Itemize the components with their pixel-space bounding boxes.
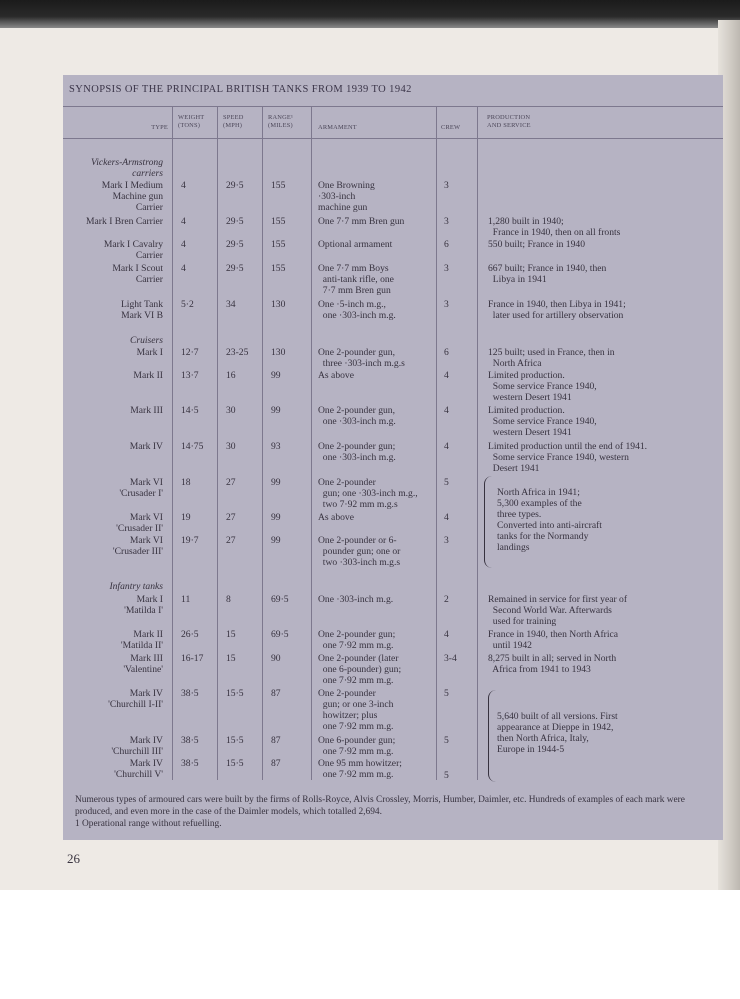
cell-crew: 3 (444, 535, 449, 546)
cell-crew: 6 (444, 239, 449, 250)
cell-range: 69·5 (271, 594, 289, 605)
cell-speed: 16 (226, 370, 236, 381)
column-rule (436, 106, 437, 780)
cell-armament: As above (318, 370, 354, 381)
column-rule (172, 106, 173, 780)
cell-speed: 15·5 (226, 688, 244, 699)
cell-type: Mark I Cavalry Carrier (103, 239, 163, 261)
cell-speed: 15 (226, 629, 236, 640)
cell-armament: Optional armament (318, 239, 393, 250)
cell-production: Remained in service for first year of Second World War. Afterwards used for training (488, 594, 628, 627)
cell-weight: 14·5 (181, 405, 199, 416)
cell-crew: 4 (444, 441, 449, 452)
cell-crew: 5 (444, 735, 449, 746)
cell-armament: One 2-pounder gun, one ·303-inch m.g. (318, 405, 396, 427)
cell-armament: One 2-pounder gun; one ·303-inch m.g., two 7·92 mm m.g.s (318, 477, 418, 510)
cell-production: France in 1940, then Libya in 1941; later used for artillery observation (488, 299, 626, 321)
section-carriers: Vickers-Armstrong carriers (91, 157, 163, 179)
cell-range: 69·5 (271, 629, 289, 640)
section-cruisers: Cruisers (129, 335, 163, 346)
cell-weight: 5·2 (181, 299, 194, 310)
cell-production: 8,275 built in all; served in North Africa from 1941 to 1943 (488, 653, 617, 675)
cell-weight: 26·5 (181, 629, 199, 640)
cell-range: 130 (271, 299, 286, 310)
cell-range: 155 (271, 180, 286, 191)
cell-type: Mark I 'Matilda I' (124, 594, 163, 616)
cell-weight: 38·5 (181, 688, 199, 699)
cell-armament: One 2-pounder (later one 6-pounder) gun; one 7·92 mm m.g. (318, 653, 402, 686)
cell-type: Mark II (133, 370, 163, 381)
cell-speed: 34 (226, 299, 236, 310)
cell-weight: 16-17 (181, 653, 204, 664)
section-infantry-tanks: Infantry tanks (109, 581, 163, 592)
cell-crew: 5 (444, 477, 449, 488)
header-bottom-rule (63, 138, 723, 139)
cell-speed: 15·5 (226, 758, 244, 769)
cell-type: Mark VI 'Crusader I' (119, 477, 163, 499)
cell-range: 99 (271, 370, 281, 381)
cell-speed: 29·5 (226, 239, 244, 250)
cell-production: 667 built; France in 1940, then Libya in 1941 (488, 263, 607, 285)
cell-armament: One 2-pounder gun; one ·303-inch m.g. (318, 441, 396, 463)
cell-speed: 30 (226, 405, 236, 416)
cell-weight: 19·7 (181, 535, 199, 546)
cell-weight: 4 (181, 239, 186, 250)
cell-speed: 23-25 (226, 347, 249, 358)
note-churchill: 5,640 built of all versions. First appearance at Dieppe in 1942, then North Africa, Italy, Europe in 1944-5 (497, 711, 618, 755)
cell-armament: One 6-pounder gun; one 7·92 mm m.g. (318, 735, 396, 757)
cell-weight: 18 (181, 477, 191, 488)
note-crusader: North Africa in 1941; 5,300 examples of the three types. Converted into anti-aircraft tanks for the Normandy landings (497, 487, 602, 553)
cell-armament: One 7·7 mm Bren gun (318, 216, 405, 227)
cell-crew: 2 (444, 594, 449, 605)
table-title: SYNOPSIS OF THE PRINCIPAL BRITISH TANKS FROM 1939 TO 1942 (69, 84, 412, 95)
cell-crew: 3 (444, 216, 449, 227)
cell-type: Mark II 'Matilda II' (120, 629, 163, 651)
cell-crew: 5 (444, 770, 449, 781)
cell-armament: One ·303-inch m.g. (318, 594, 394, 605)
brace-churchill (488, 690, 497, 782)
cell-range: 90 (271, 653, 281, 664)
cell-type: Mark IV (129, 441, 163, 452)
page-number: 26 (67, 851, 80, 866)
cell-range: 87 (271, 688, 281, 699)
cell-production: Limited production. Some service France 1940, western Desert 1941 (488, 405, 597, 438)
cell-speed: 27 (226, 477, 236, 488)
cell-crew: 4 (444, 512, 449, 523)
cell-weight: 11 (181, 594, 191, 605)
cell-armament: One 95 mm howitzer; one 7·92 mm m.g. (318, 758, 402, 780)
cell-production: 125 built; used in France, then in North Africa (488, 347, 615, 369)
column-rule (311, 106, 312, 780)
cell-range: 99 (271, 512, 281, 523)
cell-speed: 27 (226, 535, 236, 546)
header-crew: CREW (441, 124, 461, 131)
cell-range: 87 (271, 758, 281, 769)
cell-type: Mark III 'Valentine' (123, 653, 163, 675)
cell-type: Mark VI 'Crusader III' (112, 535, 163, 557)
cell-speed: 15 (226, 653, 236, 664)
cell-speed: 29·5 (226, 263, 244, 274)
cell-type: Mark I Bren Carrier (86, 216, 163, 227)
cell-speed: 29·5 (226, 180, 244, 191)
cell-crew: 4 (444, 370, 449, 381)
cell-weight: 4 (181, 263, 186, 274)
footnote-armoured-cars: Numerous types of armoured cars were built by the firms of Rolls-Royce, Alvis Crossley, Morris, Humber, Daimler, etc. Hundreds of examples of each mark were produced, and even more in the case of the Daimler models, which totalled 2,694. (75, 795, 685, 817)
header-weight: WEIGHT (TONS) (178, 114, 205, 129)
cell-weight: 38·5 (181, 758, 199, 769)
column-rule (262, 106, 263, 780)
cell-type: Mark IV 'Churchill V' (114, 758, 163, 780)
cell-range: 99 (271, 405, 281, 416)
cell-range: 155 (271, 216, 286, 227)
cell-speed: 27 (226, 512, 236, 523)
cell-crew: 5 (444, 688, 449, 699)
header-armament: ARMAMENT (318, 124, 357, 131)
cell-armament: One Browning ·303-inch machine gun (318, 180, 375, 213)
cell-armament: One 2-pounder or 6- pounder gun; one or two ·303-inch m.g.s (318, 535, 401, 568)
cell-weight: 4 (181, 180, 186, 191)
cell-weight: 19 (181, 512, 191, 523)
cell-armament: One 7·7 mm Boys anti-tank rifle, one 7·7 mm Bren gun (318, 263, 394, 296)
cell-weight: 4 (181, 216, 186, 227)
cell-crew: 4 (444, 405, 449, 416)
header-range: RANGE¹ (MILES) (268, 114, 294, 129)
cell-weight: 13·7 (181, 370, 199, 381)
cell-type: Mark I (136, 347, 163, 358)
cell-range: 155 (271, 263, 286, 274)
header-top-rule (63, 106, 723, 107)
cell-weight: 38·5 (181, 735, 199, 746)
cell-production: 1,280 built in 1940; France in 1940, then on all fronts (488, 216, 621, 238)
brace-crusader (484, 476, 493, 568)
header-type: TYPE (151, 124, 168, 131)
header-speed: SPEED (MPH) (223, 114, 244, 129)
cell-speed: 15·5 (226, 735, 244, 746)
cell-production: Limited production until the end of 1941. Some service France 1940, western Desert 1941 (488, 441, 648, 474)
cell-crew: 3 (444, 263, 449, 274)
cell-armament: As above (318, 512, 354, 523)
cell-production: France in 1940, then North Africa until 1942 (488, 629, 619, 651)
cell-range: 99 (271, 477, 281, 488)
cell-armament: One 2-pounder gun, three ·303-inch m.g.s (318, 347, 405, 369)
cell-range: 87 (271, 735, 281, 746)
cell-type: Mark IV 'Churchill III' (111, 735, 163, 757)
cell-type: Mark III (130, 405, 163, 416)
cell-production: 550 built; France in 1940 (488, 239, 585, 250)
cell-crew: 4 (444, 629, 449, 640)
cell-production: Limited production. Some service France 1940, western Desert 1941 (488, 370, 597, 403)
cell-type: Light Tank Mark VI B (120, 299, 163, 321)
cell-type: Mark IV 'Churchill I-II' (108, 688, 163, 710)
cell-range: 93 (271, 441, 281, 452)
cell-speed: 30 (226, 441, 236, 452)
cell-armament: One 2-pounder gun; one 7·92 mm m.g. (318, 629, 396, 651)
cell-crew: 3 (444, 180, 449, 191)
header-production: PRODUCTION AND SERVICE (487, 114, 531, 129)
cell-speed: 29·5 (226, 216, 244, 227)
cell-range: 99 (271, 535, 281, 546)
cell-weight: 12·7 (181, 347, 199, 358)
book-binding-shadow (0, 0, 740, 30)
cell-armament: One ·5-inch m.g., one ·303-inch m.g. (318, 299, 396, 321)
cell-type: Mark VI 'Crusader II' (116, 512, 163, 534)
cell-range: 130 (271, 347, 286, 358)
cell-crew: 6 (444, 347, 449, 358)
cell-speed: 8 (226, 594, 231, 605)
footnote-range: 1 Operational range without refuelling. (75, 819, 222, 829)
cell-armament: One 2-pounder gun; or one 3-inch howitzer; plus one 7·92 mm m.g. (318, 688, 394, 732)
column-rule (217, 106, 218, 780)
column-rule (477, 106, 478, 780)
cell-crew: 3 (444, 299, 449, 310)
cell-crew: 3-4 (444, 653, 457, 664)
cell-type: Mark I Medium Machine gun Carrier (101, 180, 163, 213)
cell-weight: 14·75 (181, 441, 204, 452)
cell-type: Mark I Scout Carrier (112, 263, 163, 285)
cell-range: 155 (271, 239, 286, 250)
